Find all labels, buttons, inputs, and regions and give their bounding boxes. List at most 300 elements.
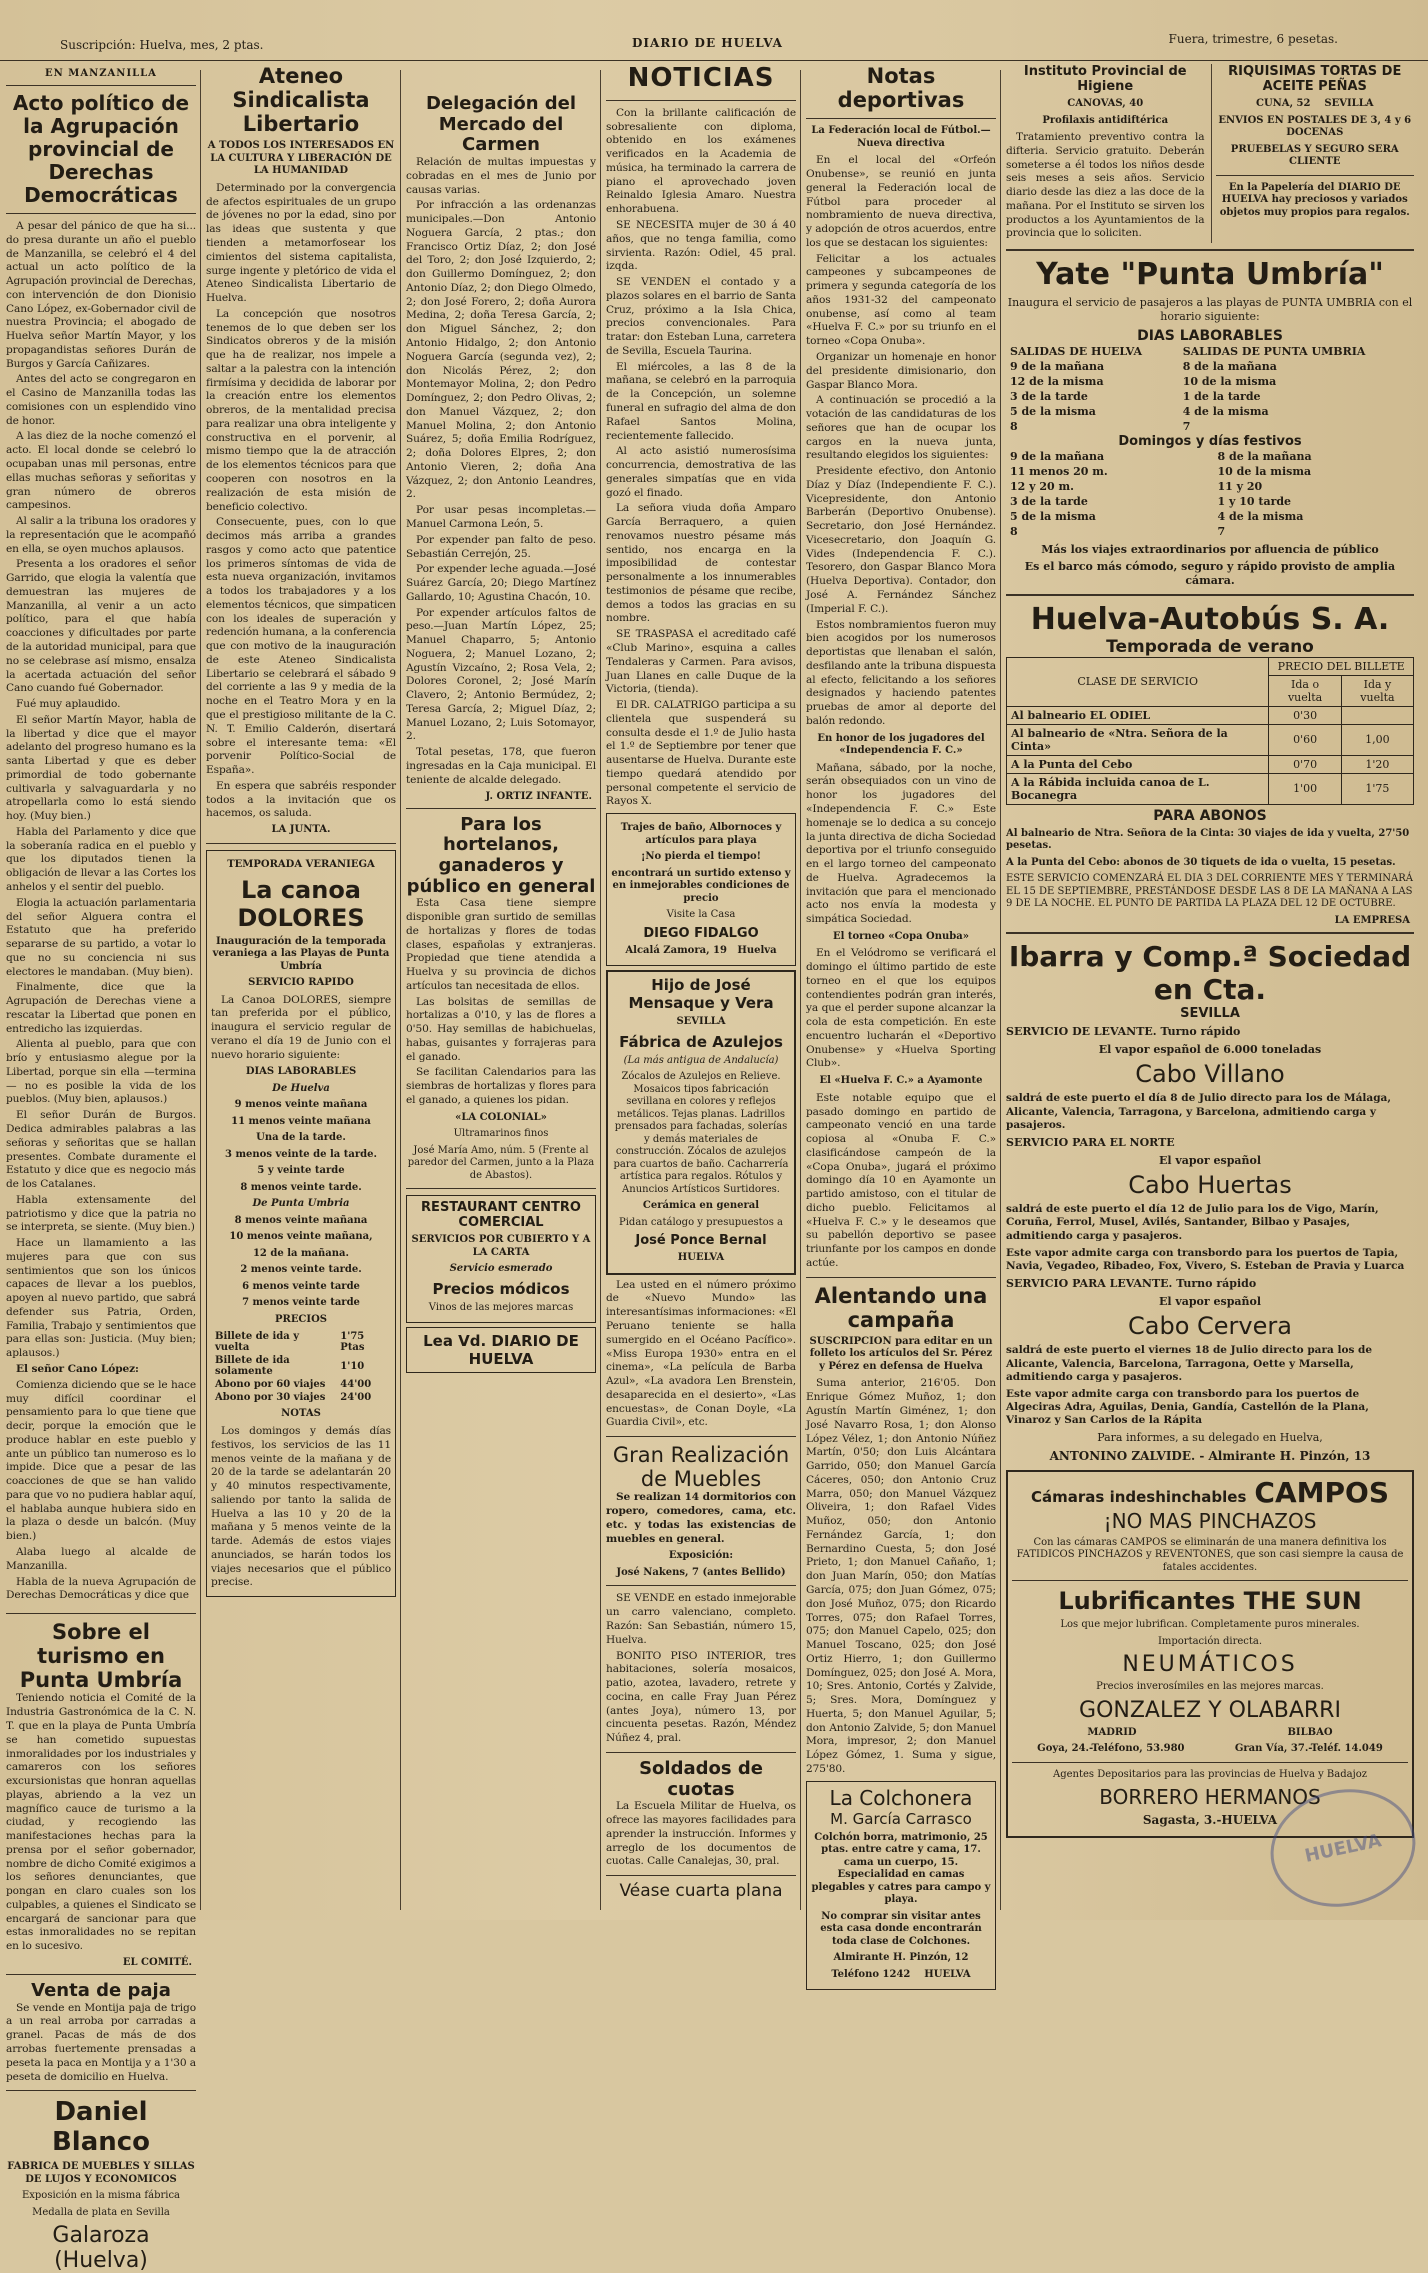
cell: 1'20 bbox=[1341, 755, 1413, 773]
paragraph: Las bolsitas de semillas de hortalizas a 0'10, y las de flores a 0'50. Hay semillas de habichuelas, habas, guisantes y forrajeras para el ganado. bbox=[406, 995, 596, 1063]
ad-line: Los que mejor lubrifican. Completamente puros minerales. bbox=[1060, 1619, 1360, 1631]
ad-address: CUNA, 52 bbox=[1255, 98, 1311, 109]
ad-title: NEUMÁTICOS bbox=[1122, 1652, 1298, 1678]
cell: Al balneario EL ODIEL bbox=[1007, 706, 1269, 724]
ad-title: Fábrica de Azulejos bbox=[619, 1032, 783, 1051]
ad-line: De Huelva bbox=[272, 1082, 330, 1094]
column-rule bbox=[600, 70, 601, 1910]
column-3 bbox=[406, 64, 596, 1914]
schedule-line: 10 menos veinte mañana, bbox=[229, 1231, 373, 1243]
ad-line: SERVICIO DE LEVANTE. Turno rápido bbox=[1006, 1024, 1241, 1038]
cell: 0'70 bbox=[1269, 755, 1342, 773]
cell: 1'75 bbox=[1341, 773, 1413, 804]
paragraph: Con la brillante calificación de sobresaliente con diploma, obtenido en los exámenes verificados en la Academia de música, ha terminado la carrera de piano el aprovechado joven Reinaldo Iglesia Amaro. Nuestra enhorabuena. bbox=[606, 106, 796, 216]
cell: A la Punta del Cebo bbox=[1007, 755, 1269, 773]
ad-owner: M. García Carrasco bbox=[830, 1809, 972, 1828]
schedule-cell: 3 de la tarde bbox=[1010, 494, 1088, 508]
ad-title: Huelva-Autobús S. A. bbox=[1030, 601, 1390, 637]
schedule-line: 2 menos veinte tarde. bbox=[240, 1264, 362, 1276]
ad-ibarra bbox=[1006, 940, 1414, 1464]
ad-line: saldrá de este puerto el día 12 de Julio para los de Vigo, Marín, Coruña, Ferrol, Musel, Avilés, Santander, Bilbao y Pasajes, admitiendo carga y pasajeros. bbox=[1006, 1203, 1379, 1242]
signature: J. ORTIZ INFANTE. bbox=[485, 790, 592, 802]
bus-price-table bbox=[1006, 657, 1414, 805]
paragraph: Esta Casa tiene siempre disponible gran surtido de semillas de hortalizas y flores de todas clases, españolas y extranjeras. Propiedad que tiene atendida a Huelva y su provincia de dichos artículos tan necesitada de ellos. bbox=[406, 897, 596, 992]
article-body bbox=[606, 1800, 796, 1869]
cell: 0'60 bbox=[1269, 724, 1342, 755]
signature: EL COMITÉ. bbox=[122, 1957, 192, 1968]
ad-title: Hijo de José Mensaque y Vera bbox=[628, 976, 774, 1013]
paragraph: Mañana, sábado, por la noche, serán obsequiados con un vino de honor los jugadores del «Independencia F. C.» Este homenaje se lo dedica a su concejo la junta directiva de dicha Sociedad deportiva por el triunfo conseguido en el largo torneo del campeonato de Huelva. Agradecemos la invitación que para el mencionado acto nos envía la modesta y simpática Sociedad. bbox=[806, 761, 996, 926]
ad-line: DIAS LABORABLES bbox=[245, 1066, 357, 1078]
cell: A la Rábida incluida canoa de L. Bocanegra bbox=[1007, 773, 1269, 804]
article-body bbox=[806, 154, 996, 728]
ad-line: encontrará un surtido extenso y en inmejorables condiciones de precio bbox=[611, 867, 791, 904]
yate-holiday-table bbox=[1006, 449, 1414, 539]
paragraph: SE VENDEN el contado y a plazos solares en el barrio de Santa Cruz, próximo a la Isla Chica, precios convencionales. Para tratar: don Esteban Luna, carretera de Sevilla, Escuela Taurina. bbox=[606, 276, 796, 357]
ad-address: Goya, 24.-Teléfono, 53.980 bbox=[1037, 1743, 1185, 1755]
ad-city: HUELVA bbox=[924, 1968, 971, 1980]
ad-line: ¡No pierda el tiempo! bbox=[640, 851, 762, 863]
ad-line: SERVICIO PARA EL NORTE bbox=[1006, 1135, 1175, 1149]
schedule-cell: 5 de la misma bbox=[1010, 404, 1096, 418]
article-body bbox=[806, 1092, 996, 1271]
paragraph: Alaba luego al alcalde de Manzanilla. bbox=[6, 1545, 196, 1572]
ad-kicker: TEMPORADA VERANIEGA bbox=[227, 859, 375, 871]
schedule-line: 8 menos veinte tarde. bbox=[240, 1181, 362, 1193]
section-title: NOTICIAS bbox=[627, 63, 775, 93]
ad-title: La Colchonera bbox=[829, 1785, 973, 1810]
column-rule bbox=[400, 70, 401, 1910]
top-ads bbox=[1006, 64, 1414, 243]
ad-city: BILBAO bbox=[1287, 1726, 1333, 1738]
ad-line: Domingos y días festivos bbox=[1118, 433, 1302, 449]
price-label: Abono por 60 viajes bbox=[215, 1379, 326, 1391]
paragraph: Por expender leche aguada.—José Suárez García, 20; Diego Martínez Gallardo, 10; Agustina Chacón, 10. bbox=[406, 563, 596, 603]
ad-line: Exposición en la misma fábrica bbox=[21, 2190, 181, 2202]
paragraph: Se facilitan Calendarios para las siembras de hortalizas y flores para el ganado, a quienes los pidan. bbox=[406, 1066, 596, 1106]
table-row bbox=[1007, 755, 1414, 773]
headline: Soldados de cuotas bbox=[639, 1757, 763, 1800]
headline: Gran Realización de Muebles bbox=[612, 1443, 790, 1492]
ad-line: ANTONINO ZALVIDE. - Almirante H. Pinzón, 13 bbox=[1049, 1448, 1371, 1463]
paragraph: Por expender artículos faltos de peso.—Juan Martín López, 25; Manuel Chaparro, 5; Antonio Noguera, 2; Manuel Lozano, 2; Agustín Vizcaíno, 2; Rosa Vela, 2; Dolores Coronel, 2; José Marín Clavero, 2; Antonio Bermúdez, 2; Teresa García, 2; Miguel Díaz, 2; Manuel Lozano, 2; Luis Sotomayor, 2. bbox=[406, 606, 596, 743]
schedule-line: 5 y veinte tarde bbox=[257, 1165, 345, 1177]
schedule-cell: 8 de la mañana bbox=[1182, 359, 1277, 373]
paragraph: Al acto asistió numerosísima concurrencia, demostrativa de las generales simpatías que en vida gozó el finado. bbox=[606, 445, 796, 499]
ad-line: Cámaras indeshinchables bbox=[1031, 1487, 1247, 1506]
column-5 bbox=[806, 64, 996, 1980]
schedule-line: 12 de la mañana. bbox=[252, 1247, 350, 1259]
ad-title: GONZALEZ Y OLABARRI bbox=[1079, 1697, 1341, 1723]
ad-line: CANOVAS, 40 bbox=[1067, 98, 1144, 109]
ship-name: Cabo Villano bbox=[1135, 1060, 1285, 1089]
price-label: Billete de ida y vuelta bbox=[215, 1331, 300, 1354]
paragraph: A continuación se procedió a la votación de las candidaturas de los señores que han de ocupar los cargos en la nueva junta, resultando elegidos los siguientes: bbox=[806, 394, 996, 462]
subheadline: En honor de los jugadores del «Independencia F. C.» bbox=[817, 732, 985, 757]
ad-line: El vapor español bbox=[1158, 1153, 1262, 1167]
article-body bbox=[6, 1692, 196, 1954]
article-body bbox=[806, 947, 996, 1071]
ad-line: Precios módicos bbox=[432, 1279, 570, 1298]
ad-line: El vapor español bbox=[1158, 1294, 1262, 1308]
schedule-cell: 1 y 10 tarde bbox=[1217, 494, 1292, 508]
ad-line: El vapor español de 6.000 toneladas bbox=[1098, 1042, 1322, 1056]
ad-line: Agentes Depositarios para las provincias de Huelva y Badajoz bbox=[1053, 1768, 1367, 1780]
price-value: 44'00 bbox=[340, 1379, 372, 1391]
ad-line: PRECIOS bbox=[274, 1313, 328, 1325]
schedule-cell: 10 de la misma bbox=[1182, 374, 1277, 388]
ad-line: Almirante H. Pinzón, 12 bbox=[833, 1952, 969, 1964]
article-body bbox=[606, 1279, 796, 1430]
ad-yate bbox=[1006, 257, 1414, 588]
masthead bbox=[0, 26, 1428, 61]
price-value: 1'75 Ptas bbox=[340, 1331, 365, 1354]
ad-line: Cerámica en general bbox=[642, 1200, 760, 1212]
column-rule bbox=[1000, 70, 1001, 1910]
headline: Ateneo Sindicalista Libertario bbox=[232, 64, 370, 137]
paragraph: Este notable equipo que el pasado domingo en partido de campeonato venció en una tarde copiosa al «Onuba F. C.» clasificándose campeón de la «Copa Onuba», jugará el próximo domingo día 10 en Ayamonte un partido amistoso, con el titular de dicho pueblo. Felicitamos al «Huelva F. C.» y le deseamos que su pabellón deportivo se pasee triunfante por los campos en donde actúe. bbox=[806, 1091, 996, 1269]
subheadline: La Federación local de Fútbol.— Nueva directiva bbox=[811, 125, 991, 149]
paragraph: Fué muy aplaudido. bbox=[16, 698, 121, 711]
headline: Delegación del Mercado del Carmen bbox=[425, 93, 577, 156]
schedule-cell: 9 de la mañana bbox=[1010, 359, 1105, 373]
article-body bbox=[206, 182, 396, 821]
schedule-line: 11 menos veinte mañana bbox=[231, 1115, 371, 1127]
col-header: SALIDAS DE HUELVA bbox=[1010, 344, 1142, 358]
ad-body bbox=[1006, 131, 1205, 241]
paragraph: El DR. CALATRIGO participa a su clientela que suspenderá su consulta desde el 1.º de Julio hasta el 1.º de Septiembre por tener que ausentarse de Huelva. Durante este tiempo quedará atendido por personal competente el servicio de Rayos X. bbox=[606, 699, 796, 808]
paragraph: El señor Martín Mayor, habla de la libertad y dice que el mayor adelanto del progreso humano es la santa Libertad y que es deber primordial de todo gobernante cultivarla y salvaguardarla y no atropellarla como lo está siendo hoy. (Muy bien.) bbox=[6, 713, 196, 823]
ad-line: Al balneario de Ntra. Señora de la Cinta: 30 viajes de ida y vuelta, 27'50 pesetas. bbox=[1006, 827, 1410, 852]
ad-subtitle: Temporada de verano bbox=[1106, 636, 1314, 657]
ad-diego-fidalgo bbox=[606, 813, 796, 966]
paragraph: A las diez de la noche comenzó el acto. El local donde se celebró lo ocupaban unas mil personas, entre ellas muchas señoras y señoritas y gran número de obreros campesinos. bbox=[6, 430, 196, 512]
column-ads bbox=[1006, 64, 1414, 1914]
paragraph: El señor Cano López: bbox=[16, 1363, 139, 1376]
article-body bbox=[6, 2002, 196, 2085]
ad-line bbox=[611, 945, 791, 958]
ad-title: Instituto Provincial de Higiene bbox=[1023, 64, 1187, 94]
paragraph: Relación de multas impuestas y cobradas en el mes de Junio por causas varias. bbox=[406, 156, 596, 196]
subheadline: El «Huelva F. C.» a Ayamonte bbox=[819, 1075, 983, 1087]
cell: 0'30 bbox=[1269, 706, 1342, 724]
ad-city: MADRID bbox=[1087, 1726, 1137, 1738]
ad-line: Profilaxis antidiftérica bbox=[1042, 114, 1169, 126]
paragraph: En espera que sabréis responder todos a la invitación que os hacemos, os saluda. bbox=[206, 779, 396, 820]
schedule-cell: 4 de la misma bbox=[1217, 509, 1304, 523]
paragraph: En el local del «Orfeón Onubense», se reunió en junta general la Federación local de Fútbol para proceder al nombramiento de nueva directiva, y adopción de otros acuerdos, entre los que se destacan los siguientes: bbox=[806, 154, 996, 249]
schedule-cell: 1 de la tarde bbox=[1182, 389, 1261, 403]
paragraph: Antes del acto se congregaron en el Casino de Manzanilla todas las comisiones con un esplendido vino de honor. bbox=[6, 373, 196, 427]
ad-tortas bbox=[1211, 64, 1415, 243]
paragraph: Alienta al pueblo, para que con brío y entusiasmo alegue por la Libertad, porque sin ella —termina— no es posible la vida de los pueblos. (Muy bien, aplausos.) bbox=[6, 1038, 196, 1106]
paragraph: Por infracción a las ordenanzas municipales.—Don Antonio Noguera García, 2 ptas.; don Francisco Ortiz Díaz, 2; don José del Toro, 2; don José Izquierdo, 2; don Guillermo Domínguez, 2; don Antonio Díaz, 2; don Diego Olmedo, 2; don José Forero, 2; doña Aurora Medina, 2; doña Teresa García, 2; don Miguel Sánchez, 2; don Antonio Hidalgo, 2; don Antonio Noguera García (segunda vez), 2; don Nicolás Pérez, 2; don Montemayor Molina, 2; don Pedro Domínguez, 2; don Pedro Olivas, 2; don Manuel Vázquez, 2; don Manuel Molina, 2; don Antonio Suárez, 5; doña Emilia Rodríguez, 2; doña Dolores Elpres, 2; don Antonio Vieren, 2; doña Ana Vázquez, 2; don Antonio Leandres, 2. bbox=[406, 199, 596, 501]
headline: Para los hortelanos, ganaderos y público en general bbox=[406, 813, 596, 897]
col-header: Ida y vuelta bbox=[1341, 675, 1413, 706]
schedule-line: 9 menos veinte mañana bbox=[234, 1099, 368, 1111]
article-body bbox=[806, 1377, 996, 1776]
column-1 bbox=[6, 64, 196, 2273]
col-header: CLASE DE SERVICIO bbox=[1007, 657, 1269, 706]
article-body bbox=[606, 1491, 796, 1546]
ad-signature: LA EMPRESA bbox=[1334, 914, 1410, 926]
paragraph: Los domingos y demás días festivos, los servicios de las 11 menos veinte de la mañana y de 20 de la tarde se adelantarán 20 y 40 minutos respectivamente, saliendo por tanto la salida de Huelva a las 10 y 20 de la mañana y 5 menos veinte de la tarde. Además de estos viajes anunciados, se harán todos los viajes necesarios que el público precise. bbox=[211, 1424, 391, 1589]
ad-colchonera bbox=[806, 1781, 996, 1991]
price-label: Billete de ida solamente bbox=[215, 1355, 290, 1378]
masthead-title: DIARIO DE HUELVA bbox=[632, 36, 783, 50]
subheadline: A TODOS LOS INTERESADOS EN LA CULTURA Y LIBERACIÓN DE LA HUMANIDAD bbox=[207, 140, 395, 177]
ad-line: En la Papelería del DIARIO DE HUELVA hay preciosos y variados objetos muy propios para regalos. bbox=[1219, 181, 1410, 218]
paragraph: Habla extensamente del patriotismo y dice que la patria no se interpreta, se siente. (Muy bien.) bbox=[6, 1193, 196, 1234]
headline: Alentando una campaña bbox=[814, 1283, 988, 1332]
article-body bbox=[606, 107, 796, 809]
ad-line: Trajes de baño, Albornoces y artículos para playa bbox=[620, 822, 782, 846]
shop-line: José María Amo, núm. 5 (Frente al paredor del Carmen, junto a la Plaza de Abastos). bbox=[407, 1144, 595, 1181]
paragraph: Se realizan 14 dormitorios con ropero, comedores, cama, etc. etc. y todas las existencias de muebles en general. bbox=[606, 1491, 796, 1545]
schedule-cell: 12 de la misma bbox=[1010, 374, 1104, 388]
table-row bbox=[1007, 706, 1414, 724]
ad-body bbox=[211, 1425, 391, 1590]
ad-line: (La más antigua de Andalucía) bbox=[623, 1054, 779, 1066]
column-4 bbox=[606, 64, 796, 1914]
ad-line: A la Punta del Cebo: abonos de 30 tiquets de ida o vuelta, 15 pesetas. bbox=[1006, 856, 1396, 868]
price-value: 1'10 bbox=[340, 1360, 365, 1372]
col-header: SALIDAS DE PUNTA UMBRIA bbox=[1182, 344, 1366, 358]
paragraph: Consecuente, pues, con lo que decimos más arriba a grandes rasgos y como acto que patentice los primeros síntomas de vida de esta nueva organización, invitamos a todos los trabajadores y a los elementos técnicos, que simpaticen con los ideales de superación y redención humana, a la conferencia que con motivo de la inauguración de este Ateneo Sindicalista Libertario se celebrará el sábado 9 del corriente a las 9 y media de la noche en el Teatro Mora y en la que el prestigioso militante de la C. N. T. Emilio Calderón, disertará sobre el interesante tema: «El porvenir Político-Social de España». bbox=[206, 516, 396, 777]
schedule-cell: 8 bbox=[1010, 419, 1018, 433]
ad-title: RIQUISIMAS TORTAS DE ACEITE PEÑAS bbox=[1228, 64, 1402, 94]
schedule-cell: 3 de la tarde bbox=[1010, 389, 1088, 403]
ad-line: Servicio esmerado bbox=[449, 1263, 553, 1275]
headline: Acto político de la Agrupación provincial de Derechas Democráticas bbox=[12, 91, 190, 207]
masthead-subscription: Suscripción: Huelva, mes, 2 ptas. bbox=[60, 38, 264, 52]
ad-line: NOTAS bbox=[281, 1408, 321, 1420]
schedule-cell: 8 de la mañana bbox=[1217, 449, 1312, 463]
ad-line: Precios inverosímiles en las mejores marcas. bbox=[1096, 1681, 1324, 1693]
see-page-four: Véase cuarta plana bbox=[619, 1881, 783, 1902]
ad-line bbox=[811, 1969, 991, 1982]
schedule-line: Una de la tarde. bbox=[256, 1132, 346, 1144]
ad-line: SERVICIO PARA LEVANTE. Turno rápido bbox=[1006, 1276, 1257, 1290]
paragraph: Total pesetas, 178, que fueron ingresadas en la Caja municipal. El teniente de alcalde delegado. bbox=[406, 746, 596, 786]
paragraph: Hace un llamamiento a las mujeres para que con sus sentimientos que son los únicos capaces de llevar a los pueblos, apoyen al nuevo partido, que sabrá defender sus Patria, Orden, Familia, Trabajo y sentimientos que para ellas son: Justicia. (Muy bien; aplausos.) bbox=[6, 1237, 196, 1360]
price-label: Abono por 30 viajes bbox=[215, 1392, 326, 1404]
ad-phone: Teléfono 1242 bbox=[831, 1968, 911, 1980]
ad-line: De Punta Umbria bbox=[252, 1198, 350, 1210]
paragraph: El miércoles, a las 8 de la mañana, se celebró en la parroquia de la Concepción, un solemne funeral en sufragio del alma de don Rafael Santos Molina, recientemente fallecido. bbox=[606, 360, 796, 442]
ad-line: Colchón borra, matrimonio, 25 ptas. entre catre y cama, 17. cama un cuerpo, 15. Especialidad en camas plegables y catres para campo y playa. bbox=[811, 1831, 991, 1906]
shop-name: «LA COLONIAL» bbox=[455, 1111, 547, 1123]
paragraph: Organizar un homenaje en honor del presidente dimisionario, don Gaspar Blanco Mora. bbox=[806, 351, 996, 391]
ad-line: Inaugura el servicio de pasajeros a las playas de PUNTA UMBRIA con el horario siguiente: bbox=[1007, 296, 1413, 323]
ad-line: PARA ABONOS bbox=[1153, 807, 1267, 824]
ad-campos bbox=[1006, 1470, 1414, 1839]
ad-instituto-higiene bbox=[1006, 64, 1205, 243]
col-header: Ida o vuelta bbox=[1269, 675, 1342, 706]
ad-line: ENVIOS EN POSTALES DE 3, 4 y 6 DOCENAS bbox=[1218, 114, 1412, 138]
cell: 1,00 bbox=[1341, 724, 1413, 755]
ad-line: ESTE SERVICIO COMENZARÁ EL DIA 3 DEL CORRIENTE MES Y TERMINARÁ EL 15 DE SEPTIEMBRE, PRESTÁNDOSE DESDE LAS 8 DE LA MAÑANA A LAS 9 DE LA NOCHE. EL PUNTO DE PARTIDA LA PLAZA DEL 12 DE OCTUBRE. bbox=[1006, 873, 1413, 910]
ad-line: Este vapor admite carga con transbordo para los puertos de Algeciras Adra, Aguilas, Denia, Gandía, Castellón de la Plana, Vinaroz y San Carlos de la Rápita bbox=[1006, 1387, 1369, 1426]
paragraph: Finalmente, dice que la Agrupación de Derechas viene a rescatar la Libertad que ponen en entredicho las izquierdas. bbox=[6, 981, 196, 1035]
ad-line: HUELVA bbox=[677, 1252, 725, 1264]
ad-title: DIEGO FIDALGO bbox=[643, 925, 759, 941]
ad-line: Medalla de plata en Sevilla bbox=[32, 2206, 170, 2218]
paragraph: Se vende en Montija paja de trigo a un real arroba por carradas a granel. Pacas de más de dos arrobas fuertemente prensadas a peseta la paca en Montija y a 1'30 a peseta de domicilio en Huelva. bbox=[6, 2001, 196, 2083]
schedule-line: 7 menos veinte tarde bbox=[242, 1297, 360, 1309]
article-body bbox=[606, 1592, 796, 1745]
paragraph: SE TRASPASA el acreditado café «Club Marino», esquina a calles Tendaleras y Carmen. Para avisos, Juan Llanes en calle Duque de la Victoria, (tienda). bbox=[606, 628, 796, 696]
ad-mensaque bbox=[606, 970, 796, 1275]
paragraph: La concepción que nosotros tenemos de lo que deben ser los Sindicatos obreros y de la misión que ha de realizar, nos impele a saltar a la palestra con la intención firmísima y decidida de laborar por la creación entre los elementos obreros, de la mentalidad precisa para realizar una obra inteligente y constructiva en el porvenir, al mismo tiempo que la de atracción de los elementos técnicos para que cooperen con nosotros en la realización de esta misión de beneficio colectivo. bbox=[206, 307, 396, 513]
ship-name: Cabo Huertas bbox=[1128, 1171, 1292, 1200]
ad-line: SEVILLA bbox=[676, 1016, 726, 1028]
subheadline: El torneo «Copa Onuba» bbox=[832, 930, 970, 942]
paragraph: La Escuela Militar de Huelva, os ofrece las mayores facilidades para aprender la instrucción. Informes y arreglo de los documentos de cuotas. Calle Canalejas, 30, pral. bbox=[606, 1800, 796, 1868]
ad-body bbox=[211, 994, 391, 1063]
ad-title: Daniel Blanco bbox=[51, 2097, 151, 2158]
ad-line: ¡NO MAS PINCHAZOS bbox=[1103, 1508, 1317, 1533]
paragraph: La Canoa DOLORES, siempre tan preferida por el público, inaugura el servicio regular de verano el día 19 de Junio con el nuevo horario siguiente: bbox=[211, 993, 391, 1061]
ad-line: Inauguración de la temporada veraniega a las Playas de Punta Umbría bbox=[212, 935, 390, 972]
ad-line bbox=[1216, 98, 1415, 111]
col-header: PRECIO DEL BILLETE bbox=[1269, 657, 1414, 675]
schedule-cell: 9 de la mañana bbox=[1010, 449, 1105, 463]
ad-address: Alcalá Zamora, 19 bbox=[625, 944, 727, 956]
column-rule bbox=[800, 70, 801, 1910]
article-body bbox=[6, 220, 196, 1603]
paragraph: SE NECESITA mujer de 30 á 40 años, que no tenga familia, como sirvienta. Razón: Odiel, 45 pral. izqda. bbox=[606, 219, 796, 273]
ad-canoa-dolores bbox=[206, 850, 396, 1597]
table-row bbox=[1007, 724, 1414, 755]
ad-title: RESTAURANT CENTRO COMERCIAL bbox=[421, 1200, 581, 1231]
ad-line: FABRICA DE MUEBLES Y SILLAS DE LUJOS Y ECONOMICOS bbox=[7, 2161, 195, 2185]
ad-title: CAMPOS bbox=[1254, 1475, 1389, 1509]
paragraph: Elogia la actuación parlamentaria del señor Alguera contra el Estatuto que ha preferido separarse de su partido, a votar lo que no su conciencia ni sus electores le mandaban. (Muy bien). bbox=[6, 896, 196, 978]
paragraph: Habla de la nueva Agrupación de Derechas Democráticas y dice que bbox=[6, 1575, 196, 1602]
paragraph: Determinado por la convergencia de afectos espirituales de un grupo de jóvenes no por la edad, sino por las ideas que sustenta y que tienden a metamorfosear los cimientos del sistema capitalista, surge ingente y pletórico de vida el Ateneo Sindicalista Libertario de Huelva. bbox=[206, 181, 396, 305]
kicker: EN MANZANILLA bbox=[45, 68, 157, 79]
ad-line: SERVICIOS POR CUBIERTO Y A LA CARTA bbox=[411, 1234, 591, 1258]
ad-line: Con las cámaras CAMPOS se eliminarán de una manera definitiva los FATIDICOS PINCHAZOS y REVENTONES, que son casi siempre la causa de fatales accidentes. bbox=[1016, 1536, 1404, 1573]
ad-line: Pidan catálogo y presupuestos a bbox=[619, 1216, 783, 1228]
ad-line: No comprar sin visitar antes esta casa donde encontrarán toda clase de Colchones. bbox=[820, 1910, 982, 1947]
schedule-cell: 12 y 20 m. bbox=[1010, 479, 1074, 493]
paragraph: Lea usted en el número próximo de «Nuevo Mundo» las interesantísimas informaciones: «El Peruano teniente se halla sumergido en el Océano Pacífico». «Miss Europa 1930» entra en el cinema», «La película de Barba Azul», «La avadora Len Brenstein, desaparecida en el desierto», «Las encuestas», de Conan Doyle, «La Guardia Civil», etc. bbox=[606, 1278, 796, 1429]
column-2 bbox=[206, 64, 396, 1914]
ad-restaurant bbox=[406, 1195, 596, 1323]
yate-weekday-table bbox=[1006, 344, 1414, 434]
schedule-cell: 7 bbox=[1217, 524, 1226, 538]
ad-line: José Nakens, 7 (antes Bellido) bbox=[616, 1566, 786, 1578]
schedule-cell: 7 bbox=[1182, 419, 1191, 433]
shop-line: Ultramarinos finos bbox=[453, 1128, 549, 1140]
ad-line: DIAS LABORABLES bbox=[1137, 327, 1283, 344]
ad-read-diario: Lea Vd. DIARIO DE HUELVA bbox=[406, 1327, 596, 1373]
ad-line: Vinos de las mejores marcas bbox=[428, 1301, 574, 1313]
schedule-cell: 8 bbox=[1010, 524, 1018, 538]
paragraph: Por expender pan falto de peso. Sebastián Cerrejón, 25. bbox=[406, 533, 596, 560]
ad-line: SERVICIO RAPIDO bbox=[248, 977, 354, 989]
schedule-line: 8 menos veinte mañana bbox=[234, 1214, 368, 1226]
ad-line: SEVILLA bbox=[1180, 1005, 1240, 1021]
paragraph: Presenta a los oradores el señor Garrido, que elogia la valentía que demuestran las mujeres de Manzanilla, al venir a un acto político, para el que había coacciones y dificultades por parte de la autoridad municipal, para que no se celebrase así mismo, ensalza la acertada actuación del señor Cano cuando fué Gobernador. bbox=[6, 558, 196, 695]
section-title: Notas deportivas bbox=[837, 64, 965, 113]
paragraph: Estos nombramientos fueron muy bien acogidos por los numerosos deportistas que llenaban el salón, desfilando ante la tribuna dispuesta al efecto, felicitando a los señores designados y haciendo patentes pruebas de amor al deporte del balón redondo. bbox=[806, 618, 996, 727]
paragraph: Comienza diciendo que se le hace muy difícil coordinar el pensamiento para lo que tiene que decir, porque la emoción que le produce hablar en este pueblo y ante un público tan numeroso es lo impide. Dice que a pesar de las coacciones de que se han valido para que vo no pudiera hablar aquí, el hablaba aunque hubiera sido en la plaza o desde un balcón. (Muy bien.) bbox=[6, 1378, 196, 1543]
cell: Al balneario de «Ntra. Señora de la Cinta» bbox=[1007, 724, 1269, 755]
schedule-cell: 4 de la misma bbox=[1182, 404, 1269, 418]
paragraph: A pesar del pánico de que ha si... do presa durante un año el pueblo de Manzanilla, se celebró el 4 del actual un acto político de la Agrupación provincial de Derechas, con intervención de don Dionisio Cano López, ex-Gobernador civil de nuestra Provincia; el abogado de Huelva señor Martín Mayor, y los propagandistas señores Durán de Burgos y García Cañizares. bbox=[6, 220, 196, 370]
paragraph: Habla del Parlamento y dice que la soberanía radica en el pueblo y que los diputados tienen la obligación de llevar a las Cortes los anhelos y el sentir del pueblo. bbox=[6, 825, 196, 893]
price-value: 24'00 bbox=[340, 1392, 372, 1404]
ad-line: Más los viajes extraordinarios por afluencia de público bbox=[1041, 542, 1379, 556]
ad-line: Este vapor admite carga con transbordo para los puertos de Tapia, Navia, Vegadeo, Ribadeo, Fox, Vivero, S. Esteban de Pravia y Luarca bbox=[1006, 1246, 1405, 1272]
schedule-cell: 10 de la misma bbox=[1217, 464, 1312, 478]
column-rule bbox=[200, 70, 201, 1910]
paragraph: Felicitar a los actuales campeones y subcampeones de primera y segunda categoría de los años 1931-32 del campeonato onubense, así como al team «Huelva F. C.» por su triunfo en el torneo «Copa Onuba». bbox=[806, 252, 996, 348]
article-body bbox=[406, 156, 596, 787]
paragraph: Teniendo noticia el Comité de la Industria Gastronómica de la C. N. T. que en la playa de Punta Umbría se han cometido supuestas inmoralidades por los industriales y camareros con los señores excursionistas que honran aquellas playas, abriendo a la vez un magnífico cauce de turismo a la ciudad, y recogiendo las manifestaciones hechas para la prensa por el señor gobernador, nombre de dicho Comité exigimos a los señores denunciantes, que pongan en claro cuales son los culpables, a quienes el Sindicato se encargará de sancionar para que estas inmoralidades no se repitan en lo sucesivo. bbox=[6, 1692, 196, 1953]
archive-stamp: HUELVA bbox=[1260, 1776, 1427, 1920]
schedule-cell: 5 de la misma bbox=[1010, 509, 1096, 523]
article-body bbox=[406, 897, 596, 1107]
paragraph: En el Velódromo se verificará el domingo el último partido de este torneo en el que los equipos contendientes podrán gran interés, ya que el perder supone alcanzar la cola de esta competición. En este encuentro lucharán el «Deportivo Onubense» y «Huelva Sporting Club». bbox=[806, 947, 996, 1070]
paragraph: El señor Durán de Burgos. Dedica admirables palabras a las señoras y señoritas que se hallan presentes. Combate duramente el Estatuto y dice que es negocio más de los Catalanes. bbox=[6, 1109, 196, 1191]
paragraph: La señora viuda doña Amparo García Berraquero, a quien renovamos nuestro pésame más sentido, nos encarga en la imposibilidad de contestar personalmente a los innumerables testimonios de pésame que recibe, demos a todos las gracias en su nombre. bbox=[606, 502, 796, 625]
ad-line: Exposición: bbox=[668, 1550, 734, 1562]
paragraph: SE VENDE en estado inmejorable un carro valenciano, completo. Razón: San Sebastián, número 15, Huelva. bbox=[606, 1592, 796, 1646]
price-table bbox=[211, 1330, 391, 1404]
ad-place: Galaroza (Huelva) bbox=[52, 2223, 150, 2273]
masthead-price: Fuera, trimestre, 6 pesetas. bbox=[1168, 32, 1338, 46]
table-row bbox=[1007, 773, 1414, 804]
cell bbox=[1341, 706, 1413, 724]
ad-title: La canoa DOLORES bbox=[237, 875, 365, 932]
ad-line: saldrá de este puerto el viernes 18 de Julio directo para los de Alicante, Valencia, Barcelona, Tarragona, Oette y Marsella, admitiendo carga y pasajeros. bbox=[1006, 1344, 1373, 1383]
headline: Sobre el turismo en Punta Umbría bbox=[19, 1620, 183, 1693]
schedule-line: 6 menos veinte tarde bbox=[242, 1280, 360, 1292]
ad-line: Importación directa. bbox=[1157, 1635, 1263, 1647]
paragraph: Suma anterior, 216'05. Don Enrique Gómez Muñoz, 1; don Agustín Martín Giménez, 1; don José Navarro Rosa, 1; don Alonso López Vélez, 1; don Antonio Núñez Martín, 0'50; don Luis Alcántara Garrido, 050; don Manuel García Cáceres, 050; don Antonio Cruz Marra, 050; don Manuel Vázquez Oliveira, 1; don Rafael Vides Muñoz, 050; don Antonio Fernández García, 1; don Bernardino Cuesta, 5; don José Prieto, 1; don Manuel Cañaño, 1; don Juan Marín, 050; don Matías García, 075; don Juan Gómez, 075; don José Muñoz, 075; don Ricardo Torres, 075; don Rafael Torres, 075; don Manuel Capelo, 025; don Manuel Toscano, 025; don José Ortiz Hierro, 1; don Guillermo Domínguez, 025; don José A. Mora, 10; Sres. Antonio, Cortés y Zalvide, 5; Sres. Mora, Domínguez y Huerta, 5; don Manuel Aguilar, 5; don Antonio Zalvide, 5; don Manuel Mora, impresor, 2; don Manuel López Gómez, 1. Suma y sigue, 275'80. bbox=[806, 1377, 996, 1775]
ad-title: Yate "Punta Umbría" bbox=[1036, 257, 1384, 293]
paragraph: Por usar pesas incompletas.—Manuel Carmona León, 5. bbox=[406, 504, 596, 530]
paragraph: BONITO PISO INTERIOR, tres habitaciones, solería mosaicos, patio, azotea, lavadero, retrete y cocina, en calle Fray Juan Pérez (antes Joya), número 13, por cincuenta pesetas. Razón, Méndez Núñez 4, pral. bbox=[606, 1649, 796, 1745]
paragraph: Tratamiento preventivo contra la difteria. Servicio gratuito. Deberán someterse a él todos los niños desde seis meses a seis años. Servicio diario desde las diez a las doce de la mañana. Por el Instituto se sirven los productos a los Ayuntamientos de la provincia que lo soliciten. bbox=[1006, 131, 1205, 240]
ad-city: Huelva bbox=[737, 944, 777, 956]
ad-title: Ibarra y Comp.ª Sociedad en Cta. bbox=[1008, 939, 1412, 1006]
ad-autobus bbox=[1006, 602, 1414, 926]
subheadline: SUSCRIPCION para editar en un folleto los artículos del Sr. Pérez y Pérez en defensa de Huelva bbox=[809, 1335, 993, 1372]
ad-address: Gran Vía, 37.-Teléf. 14.049 bbox=[1234, 1743, 1383, 1755]
ship-name: Cabo Cervera bbox=[1128, 1312, 1292, 1341]
schedule-line: 3 menos veinte de la tarde. bbox=[225, 1148, 377, 1160]
ad-line: Es el barco más cómodo, seguro y rápido provisto de amplia cámara. bbox=[1024, 560, 1396, 588]
schedule-cell: 11 y 20 bbox=[1217, 479, 1263, 493]
ad-line: saldrá de este puerto el día 8 de Julio directo para los de Málaga, Alicante, Valencia, Tarragona, y Barcelona, admitiendo carga y pasajeros. bbox=[1006, 1092, 1392, 1131]
paragraph: Al salir a la tribuna los oradores y la representación que le acompañó en ella, se oyen muchos aplausos. bbox=[6, 515, 196, 555]
ad-line: Para informes, a su delegado en Huelva, bbox=[1097, 1431, 1323, 1445]
paragraph: Presidente efectivo, don Antonio Díaz y Díaz (Independiente F. C.). Vicepresidente, don Antonio Barberán (Deportivo Onubense). Secretario, don José Hernández. Vicesecretario, don Joaquín G. Vides (Independencia F. C.). Tesorero, don Gaspar Blanco Mora (Huelva Deportiva). Contador, don José A. Fernández Sánchez (Imperial F. C.). bbox=[806, 465, 996, 615]
article-body bbox=[806, 762, 996, 927]
schedule-cell: 11 menos 20 m. bbox=[1010, 464, 1108, 478]
ad-line: Visite la Casa bbox=[666, 909, 736, 921]
cell: 1'00 bbox=[1269, 773, 1342, 804]
ad-line: Sagasta, 3.-HUELVA bbox=[1142, 1813, 1278, 1828]
headline: Venta de paja bbox=[31, 1980, 171, 2001]
ad-line: PRUEBELAS Y SEGURO SERA CLIENTE bbox=[1230, 143, 1399, 167]
ad-line: Zócalos de Azulejos en Relieve. Mosaicos tipos fabricación sevillana en colores y reflejos metálicos. Tejas planas. Ladrillos prensados para fachadas, solerías y demás materiales de construcción. Zócalos de azulejos para cuartos de baño. Cacharrería artística para regalos. Rótulos y Anuncios Artísticos Surtidores. bbox=[613, 1071, 789, 1195]
